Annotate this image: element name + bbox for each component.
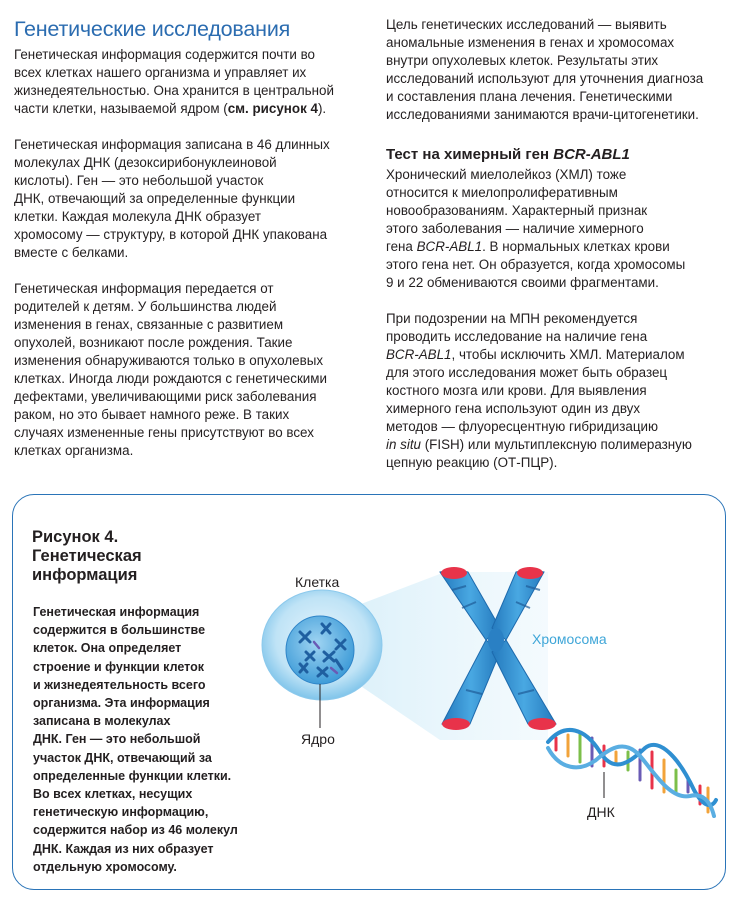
chromosome-label: Хромосома <box>532 631 607 647</box>
telomere-tip <box>517 567 543 579</box>
paragraph-6: При подозрении на МПН рекомендуется проводить исследование на наличие гена BCR-ABL1, чтобы исключить ХМЛ. Материалом для этого исследования может быть образец костного мозга или крови. Для выявления химерного гена используют один из двух методов — флуоресцентную гибридизацию in situ (FISH) или мультиплексную полимеразную цепную реакцию (ОТ-ПЦР). <box>386 311 692 470</box>
paragraph-2: Генетическая информация записана в 46 длинных молекулах ДНК (дезоксирибонуклеиновой кислоты). Ген — это небольшой участок ДНК, отвечающий за определенные функции клетки. Каждая молекула ДНК образует хромосому — структуру, в которой ДНК упакована вместе с белками. <box>14 137 330 260</box>
figure-title: Рисунок 4. Генетическая информация <box>32 528 142 584</box>
paragraph-3: Генетическая информация передается от родителей к детям. У большинства людей изменения в генах, связанные с развитием опухолей, возникают после рождения. Такие изменения обнаруживаются только в опухолевых клетках. Иногда люди рождаются с генетическими дефектами, увеличивающими риск заболевания раком, но это бывает намного реже. В таких случаях измененные гены присутствуют во всех клетках организма. <box>14 281 327 458</box>
telomere-tip <box>528 718 556 730</box>
figure-caption: Генетическая информация содержится в большинстве клеток. Она определяет строение и функции клеток и жизнедеятельность всего организма. Эта информация записана в молекулах ДНК. Ген — это небольшой участок ДНК, отвечающий за определенные функции клетки. Во всех клетках, несущих генетическую информацию, содержится набор из 46 молекул ДНК. Каждая из них образует отдельную хромосому. <box>33 605 238 874</box>
page-title: Генетические исследования <box>14 17 291 41</box>
telomere-tip <box>442 718 470 730</box>
section-title: Тест на химерный ген BCR-ABL1 <box>386 146 630 163</box>
dna-helix-graphic <box>548 730 716 816</box>
cell-graphic <box>262 590 382 700</box>
paragraph-5: Хронический миелолейкоз (ХМЛ) тоже относится к миелопролиферативным новообразованиям. Характерный признак этого заболевания — наличие химерного гена BCR-ABL1. В нормальных клетках крови этого гена нет. Он образуется, когда хромосомы 9 и 22 обмениваются своими фрагментами. <box>386 167 686 290</box>
dna-label: ДНК <box>587 804 615 820</box>
nucleus-label: Ядро <box>301 731 335 747</box>
telomere-tip <box>441 567 467 579</box>
cell-label: Клетка <box>295 574 340 590</box>
figure-reference: см. рисунок 4 <box>227 101 318 116</box>
paragraph-1: Генетическая информация содержится почти во всех клетках нашего организма и управляет их жизнедеятельностью. Она хранится в центральной части клетки, называемой ядром (см. рисунок 4). <box>14 47 334 116</box>
paragraph-4: Цель генетических исследований — выявить аномальные изменения в генах и хромосомах внутри опухолевых клеток. Результаты этих исследований используют для уточнения диагноза и составления плана лечения. Генетическими исследованиями занимаются врачи-цитогенетики. <box>386 17 704 122</box>
